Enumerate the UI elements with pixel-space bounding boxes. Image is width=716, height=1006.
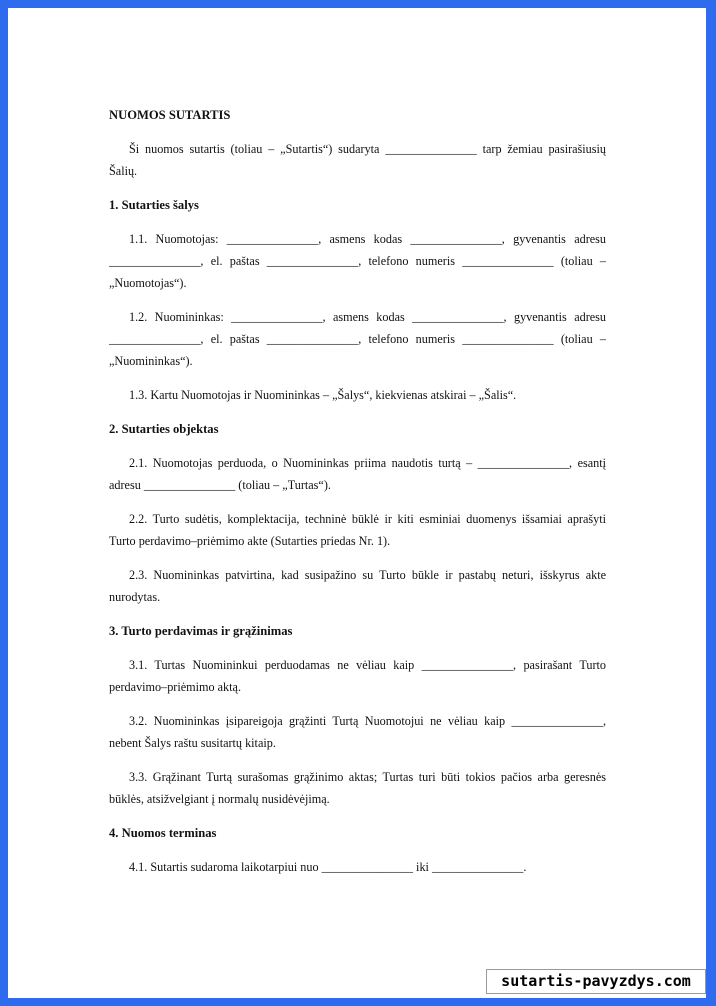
clause-2-3: 2.3. Nuomininkas patvirtina, kad susipažino su Turto būkle ir pastabų neturi, išskyrus akte nurodytas. <box>109 568 606 604</box>
section-parties <box>109 194 606 406</box>
document-body <box>109 104 606 890</box>
site-watermark: sutartis-pavyzdys.com <box>486 969 706 994</box>
section-object <box>109 418 606 608</box>
clause-4-1: 4.1. Sutartis sudaroma laikotarpiui nuo _______________ iki _______________. <box>129 860 527 874</box>
clause-3-2: 3.2. Nuomininkas įsipareigoja grąžinti Turtą Nuomotojui ne vėliau kaip _______________, nebent Šalys raštu susitartų kitaip. <box>109 714 606 750</box>
clause-3-1: 3.1. Turtas Nuomininkui perduodamas ne vėliau kaip _______________, pasirašant Turto perdavimo–priėmimo aktą. <box>109 658 606 694</box>
clause-1-1: 1.1. Nuomotojas: _______________, asmens kodas _______________, gyvenantis adresu _______________, el. paštas _______________, telefono numeris _______________ (toliau – „Nuomotojas“). <box>109 232 606 290</box>
section-heading: 2. Sutarties objektas <box>109 422 219 436</box>
intro-paragraph: Ši nuomos sutartis (toliau – „Sutartis“) sudaryta _______________ tarp žemiau pasirašiusių Šalių. <box>109 142 606 178</box>
section-heading: 1. Sutarties šalys <box>109 198 199 212</box>
document-page <box>8 8 706 998</box>
clause-1-3: 1.3. Kartu Nuomotojas ir Nuomininkas – „Šalys“, kiekvienas atskirai – „Šalis“. <box>129 388 517 402</box>
section-transfer <box>109 620 606 810</box>
clause-1-2: 1.2. Nuomininkas: _______________, asmens kodas _______________, gyvenantis adresu _______________, el. paštas _______________, telefono numeris _______________ (toliau – „Nuomininkas“). <box>109 310 606 368</box>
clause-2-2: 2.2. Turto sudėtis, komplektacija, techninė būklė ir kiti esminiai duomenys išsamiai aprašyti Turto perdavimo–priėmimo akte (Sutarties priedas Nr. 1). <box>109 512 606 548</box>
section-heading: 4. Nuomos terminas <box>109 826 217 840</box>
section-term <box>109 822 606 878</box>
section-heading: 3. Turto perdavimas ir grąžinimas <box>109 624 293 638</box>
clause-2-1: 2.1. Nuomotojas perduoda, o Nuomininkas priima naudotis turtą – _______________, esantį adresu _______________ (toliau – „Turtas“). <box>109 456 606 492</box>
document-title: NUOMOS SUTARTIS <box>109 108 231 122</box>
clause-3-3: 3.3. Grąžinant Turtą surašomas grąžinimo aktas; Turtas turi būti tokios pačios arba geresnės būklės, atsižvelgiant į normalų nusidėvėjimą. <box>109 770 606 806</box>
